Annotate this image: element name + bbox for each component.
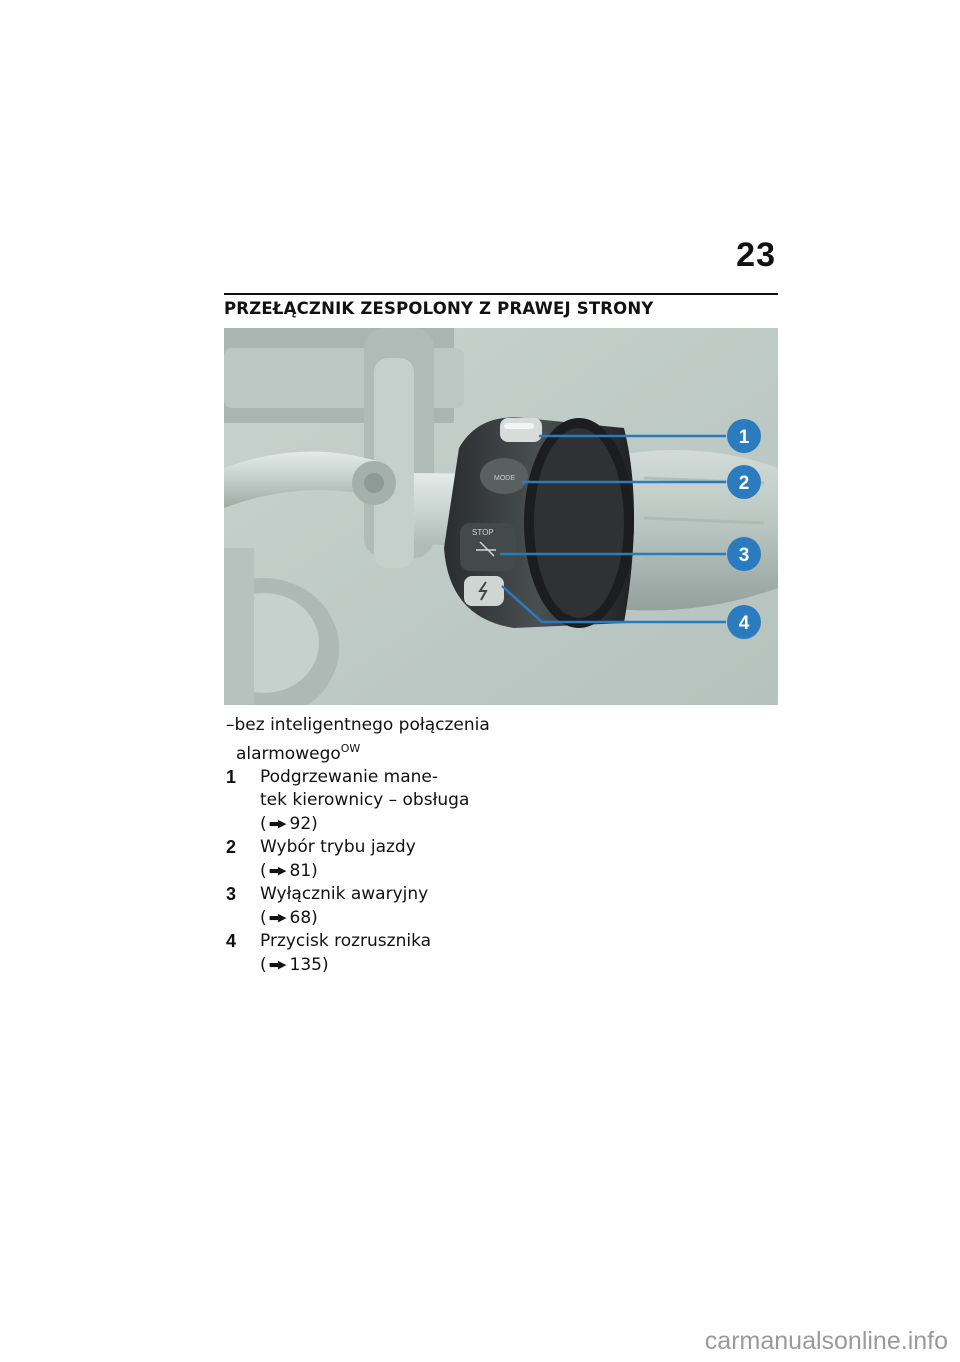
section-title: PRZEŁĄCZNIK ZESPOLONY Z PRAWEJ STRONY — [224, 299, 654, 318]
variant-note — [226, 713, 526, 766]
variant-line-1: –bez inteligentnego połączenia — [226, 715, 490, 735]
legend-item — [226, 883, 526, 930]
callout-1: 1 — [738, 427, 750, 448]
page-reference-link[interactable]: ( ▬▶ 92) — [260, 814, 318, 834]
page-reference-link[interactable]: ( ▬▶ 81) — [260, 861, 318, 881]
legend-item — [226, 930, 526, 977]
legend-number: 4 — [226, 931, 237, 951]
arrow-right-icon: ▬▶ — [268, 958, 286, 971]
header-rule — [224, 293, 778, 295]
legend-text: Wybór trybu jazdy — [260, 837, 416, 857]
page-reference-link[interactable]: ( ▬▶ 135) — [260, 955, 329, 975]
callout-3: 3 — [738, 545, 750, 566]
arrow-right-icon: ▬▶ — [268, 817, 286, 830]
legend-text: Podgrzewanie mane- — [260, 767, 439, 787]
variant-code: OW — [340, 742, 361, 755]
arrow-right-icon: ▬▶ — [268, 911, 286, 924]
callout-2: 2 — [738, 473, 750, 494]
legend-text: tek kierownicy – obsługa — [260, 790, 470, 810]
legend-text: Wyłącznik awaryjny — [260, 884, 429, 904]
svg-text:MODE: MODE — [494, 475, 515, 482]
arrow-right-icon: ▬▶ — [268, 864, 286, 877]
handlebar-switch-photo — [224, 328, 778, 705]
legend-item — [226, 836, 526, 883]
svg-text:STOP: STOP — [472, 528, 494, 537]
legend-number: 2 — [226, 837, 237, 857]
heated-grip-button-icon — [500, 418, 542, 442]
variant-text: alarmowego — [236, 744, 341, 764]
legend-item — [226, 766, 526, 836]
legend-text: Przycisk rozrusznika — [260, 931, 432, 951]
variant-line-2 — [226, 737, 526, 766]
legend-number: 1 — [226, 767, 237, 787]
callout-4: 4 — [738, 613, 750, 634]
page-number: 23 — [736, 236, 776, 274]
legend-list — [226, 766, 526, 977]
watermark: carmanualsonline.info — [704, 1327, 948, 1355]
legend-number: 3 — [226, 884, 237, 904]
page-reference-link[interactable]: ( ▬▶ 68) — [260, 908, 318, 928]
